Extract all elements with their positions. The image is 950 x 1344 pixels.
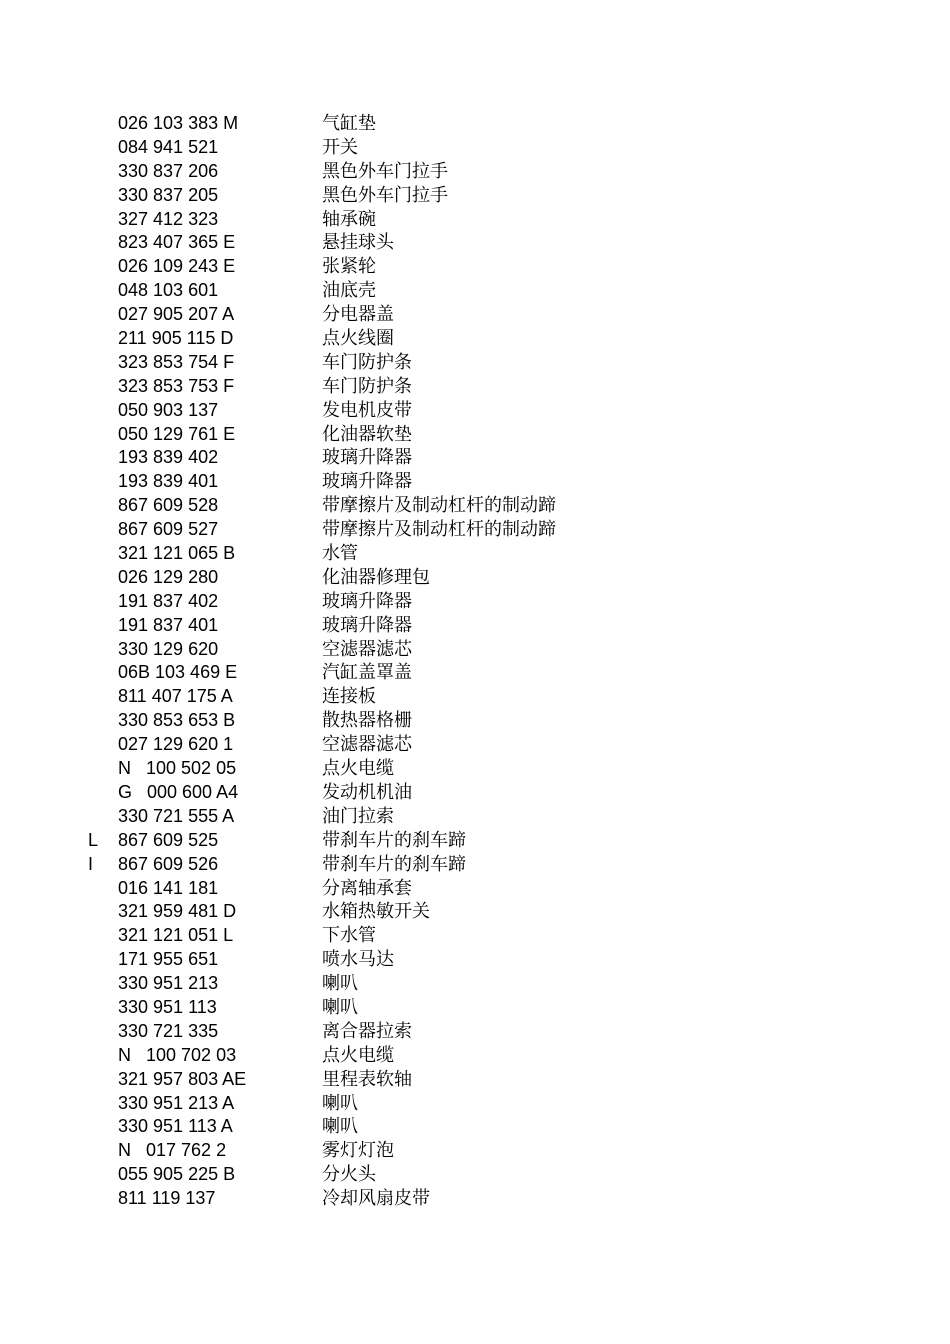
table-row (0, 733, 950, 757)
part-name: 汽缸盖罩盖 (322, 662, 412, 684)
part-name: 油门拉索 (322, 805, 394, 827)
table-row (0, 781, 950, 805)
part-name: 空滤器滤芯 (322, 734, 412, 756)
part-name: 空滤器滤芯 (322, 638, 412, 660)
table-row (0, 231, 950, 255)
part-number: 06B 103 469 E (118, 662, 238, 683)
part-name: 带摩擦片及制动杠杆的制动蹄 (322, 519, 556, 541)
part-name: 玻璃升降器 (322, 447, 412, 469)
part-number: 330 951 113 A (118, 1116, 233, 1137)
part-name: 喇叭 (322, 973, 358, 995)
table-row (0, 494, 950, 518)
table-row (0, 1092, 950, 1116)
part-number: 055 905 225 B (118, 1164, 236, 1185)
table-row (0, 303, 950, 327)
part-name: 水管 (322, 543, 358, 565)
part-name: 黑色外车门拉手 (322, 160, 448, 182)
table-row (0, 1044, 950, 1068)
part-number: 327 412 323 (118, 208, 219, 229)
part-name: 里程表软轴 (322, 1068, 412, 1090)
table-row (0, 255, 950, 279)
part-name: 玻璃升降器 (322, 614, 412, 636)
parts-list (0, 112, 950, 1211)
part-name: 冷却风扇皮带 (322, 1188, 430, 1210)
row-prefix: I (88, 853, 94, 874)
part-number: 867 609 527 (118, 519, 219, 540)
table-row (0, 136, 950, 160)
part-number: 027 129 620 1 (118, 734, 234, 755)
table-row (0, 948, 950, 972)
table-row (0, 351, 950, 375)
part-number: 193 839 402 (118, 447, 219, 468)
table-row (0, 327, 950, 351)
part-number: 323 853 753 F (118, 375, 235, 396)
table-row (0, 470, 950, 494)
part-name: 点火电缆 (322, 1044, 394, 1066)
part-number: 171 955 651 (118, 949, 219, 970)
part-number: 211 905 115 D (118, 328, 234, 349)
part-name: 下水管 (322, 925, 376, 947)
part-name: 气缸垫 (322, 113, 376, 134)
table-row (0, 566, 950, 590)
table-row (0, 184, 950, 208)
part-number: 050 129 761 E (118, 423, 236, 444)
part-number: 321 121 065 B (118, 543, 236, 564)
table-row (0, 590, 950, 614)
part-name: 雾灯灯泡 (322, 1140, 394, 1162)
part-number: 330 721 555 A (118, 805, 235, 826)
table-row (0, 375, 950, 399)
part-name: 轴承碗 (322, 208, 376, 230)
part-number: N 100 502 05 (118, 758, 237, 779)
part-name: 车门防护条 (322, 351, 412, 373)
table-row (0, 829, 950, 853)
table-row (0, 638, 950, 662)
part-number: 323 853 754 F (118, 351, 235, 372)
table-row (0, 1163, 950, 1187)
table-row (0, 542, 950, 566)
part-number: 330 853 653 B (118, 710, 236, 731)
part-number: N 100 702 03 (118, 1044, 237, 1065)
part-number: 867 609 528 (118, 495, 219, 516)
table-row (0, 709, 950, 733)
part-number: 084 941 521 (118, 136, 219, 157)
table-row (0, 805, 950, 829)
part-number: 330 837 206 (118, 160, 219, 181)
part-name: 带摩擦片及制动杠杆的制动蹄 (322, 495, 556, 517)
part-name: 车门防护条 (322, 375, 412, 397)
table-row (0, 924, 950, 948)
table-row (0, 1020, 950, 1044)
part-name: 黑色外车门拉手 (322, 184, 448, 206)
part-name: 油底壳 (322, 280, 376, 302)
part-number: G 000 600 A4 (118, 781, 239, 802)
table-row (0, 661, 950, 685)
part-number: 330 721 335 (118, 1020, 219, 1041)
table-row (0, 1115, 950, 1139)
table-row (0, 757, 950, 781)
table-row (0, 1187, 950, 1211)
part-name: 分离轴承套 (322, 877, 412, 899)
part-name: 点火电缆 (322, 758, 394, 780)
part-name: 水箱热敏开关 (322, 901, 430, 923)
table-row (0, 900, 950, 924)
part-name: 离合器拉索 (322, 1020, 412, 1042)
part-name: 玻璃升降器 (322, 471, 412, 493)
part-name: 玻璃升降器 (322, 590, 412, 612)
part-name: 分火头 (322, 1164, 376, 1186)
part-name: 点火线圈 (322, 328, 394, 350)
table-row (0, 279, 950, 303)
part-number: 321 959 481 D (118, 901, 237, 922)
part-number: 330 951 113 (118, 996, 217, 1017)
part-number: 867 609 526 (118, 853, 219, 874)
part-number: 330 837 205 (118, 184, 219, 205)
part-number: 193 839 401 (118, 471, 219, 492)
part-number: 026 109 243 E (118, 256, 236, 277)
row-prefix: L (88, 829, 99, 850)
part-number: 321 121 051 L (118, 925, 234, 946)
table-row (0, 518, 950, 542)
part-name: 发电机皮带 (322, 399, 412, 421)
part-name: 喇叭 (322, 1092, 358, 1114)
part-number: 330 951 213 A (118, 1092, 235, 1113)
table-row (0, 112, 950, 136)
part-number: 048 103 601 (118, 280, 219, 301)
part-name: 带刹车片的刹车蹄 (322, 829, 466, 851)
part-name: 悬挂球头 (322, 232, 394, 254)
part-number: 016 141 181 (118, 877, 219, 898)
part-name: 带刹车片的刹车蹄 (322, 853, 466, 875)
part-name: 散热器格栅 (322, 710, 412, 732)
part-name: 开关 (322, 136, 358, 158)
part-number: 811 119 137 (118, 1188, 216, 1209)
part-name: 喇叭 (322, 996, 358, 1018)
part-name: 分电器盖 (322, 304, 394, 326)
part-number: 330 951 213 (118, 973, 219, 994)
part-name: 连接板 (322, 686, 376, 708)
table-row (0, 423, 950, 447)
part-number: 191 837 401 (118, 614, 219, 635)
part-number: 027 905 207 A (118, 304, 235, 325)
part-name: 张紧轮 (322, 256, 376, 278)
part-name: 化油器软垫 (322, 423, 412, 445)
table-row (0, 614, 950, 638)
part-number: N 017 762 2 (118, 1140, 227, 1161)
part-number: 811 407 175 A (118, 686, 233, 707)
table-row (0, 996, 950, 1020)
table-row (0, 1139, 950, 1163)
part-name: 发动机机油 (322, 781, 412, 803)
table-row (0, 399, 950, 423)
part-name: 喷水马达 (322, 949, 394, 971)
part-number: 191 837 402 (118, 590, 219, 611)
table-row (0, 685, 950, 709)
part-number: 330 129 620 (118, 638, 219, 659)
part-number: 867 609 525 (118, 829, 219, 850)
table-row (0, 972, 950, 996)
table-row (0, 1068, 950, 1092)
table-row (0, 853, 950, 877)
part-name: 化油器修理包 (322, 566, 430, 588)
part-number: 026 129 280 (118, 566, 219, 587)
part-number: 026 103 383 M (118, 113, 239, 133)
table-row (0, 160, 950, 184)
part-number: 321 957 803 AE (118, 1068, 247, 1089)
table-row (0, 877, 950, 901)
table-row (0, 446, 950, 470)
part-number: 050 903 137 (118, 399, 219, 420)
part-name: 喇叭 (322, 1116, 358, 1138)
table-row (0, 208, 950, 232)
part-number: 823 407 365 E (118, 232, 236, 253)
